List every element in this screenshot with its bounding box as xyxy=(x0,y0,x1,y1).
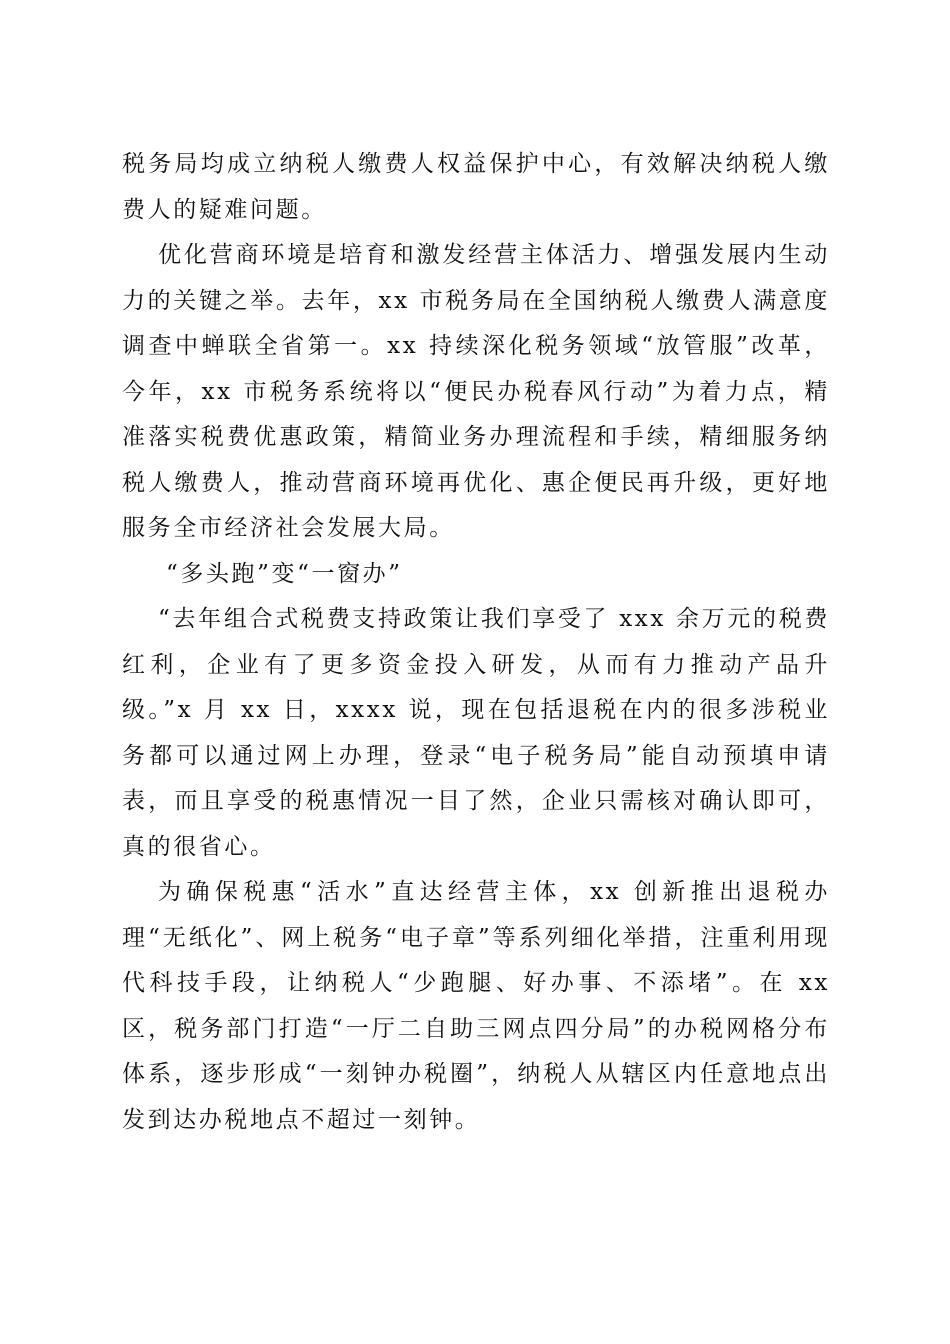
paragraph-continuation: 税务局均成立纳税人缴费人权益保护中心，有效解决纳税人缴费人的疑难问题。 xyxy=(122,151,830,223)
paragraph-quote: “去年组合式税费支持政策让我们享受了 xxx 余万元的税费红利，企业有了更多资金投入研发，从而有力推动产品升级。”x 月 xx 日，xxxx 说，现在包括退税在内的很多涉税业务都可以通过网上办理，登录“电子税务局”能自动预填申请表，而且享受的税惠情况一目了然，企业只需核对确认即可，真的很省心。 xyxy=(122,606,830,860)
paragraph-measures: 为确保税惠“活水”直达经营主体，xx 创新推出退税办理“无纸化”、网上税务“电子章”等系列细化举措，注重利用现代科技手段，让纳税人“少跑腿、好办事、不添堵”。在 xx 区，税务部门打造“一厅二自助三网点四分局”的办税网格分布体系，逐步形成“一刻钟办税圈”，纳税人从辖区内任意地点出发到达办税地点不超过一刻钟。 xyxy=(122,879,830,1133)
section-subheading: “多头跑”变“一窗办” xyxy=(166,560,403,587)
paragraph-business-environment: 优化营商环境是培育和激发经营主体活力、增强发展内生动力的关键之举。去年，xx 市税务局在全国纳税人缴费人满意度调查中蝉联全省第一。xx 持续深化税务领域“放管服”改革，今年，xx 市税务系统将以“便民办税春风行动”为着力点，精准落实税费优惠政策，精简业务办理流程和手续，精细服务纳税人缴费人，推动营商环境再优化、惠企便民再升级，更好地服务全市经济社会发展大局。 xyxy=(122,242,830,541)
document-body xyxy=(122,142,830,1143)
